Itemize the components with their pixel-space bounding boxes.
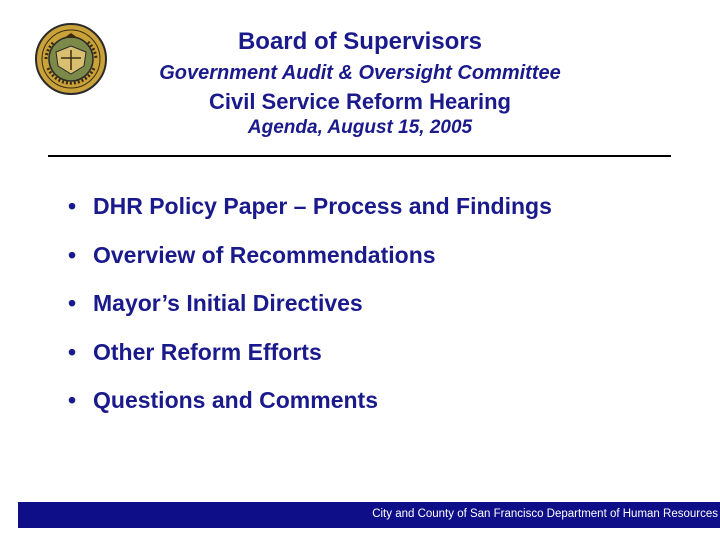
agenda-item-text: Other Reform Efforts bbox=[93, 338, 322, 365]
header-divider bbox=[48, 155, 671, 157]
agenda-item bbox=[68, 334, 552, 383]
agenda-item bbox=[68, 382, 552, 431]
bullet-dot: • bbox=[68, 290, 77, 316]
agenda-list bbox=[68, 188, 552, 431]
bullet-dot: • bbox=[68, 338, 77, 365]
agenda-date: Agenda, August 15, 2005 bbox=[247, 117, 473, 138]
agenda-item bbox=[68, 237, 552, 286]
agenda-item-text: DHR Policy Paper – Process and Findings bbox=[93, 193, 552, 219]
hearing-title: Civil Service Reform Hearing bbox=[208, 89, 511, 114]
agenda-item bbox=[68, 285, 552, 334]
footer-bar bbox=[18, 502, 720, 528]
bullet-dot: • bbox=[68, 241, 77, 268]
board-title: Board of Supervisors bbox=[237, 28, 483, 55]
bullet-dot: • bbox=[68, 387, 77, 413]
agenda-item-text: Overview of Recommendations bbox=[93, 241, 436, 268]
footer-text: City and County of San Francisco Department of Human Resources bbox=[372, 508, 718, 520]
agenda-item-text: Questions and Comments bbox=[93, 387, 378, 413]
agenda-item bbox=[68, 188, 552, 237]
committee-title: Government Audit & Oversight Committee bbox=[159, 62, 561, 84]
bullet-dot: • bbox=[68, 193, 77, 219]
agenda-item-text: Mayor’s Initial Directives bbox=[93, 290, 363, 316]
